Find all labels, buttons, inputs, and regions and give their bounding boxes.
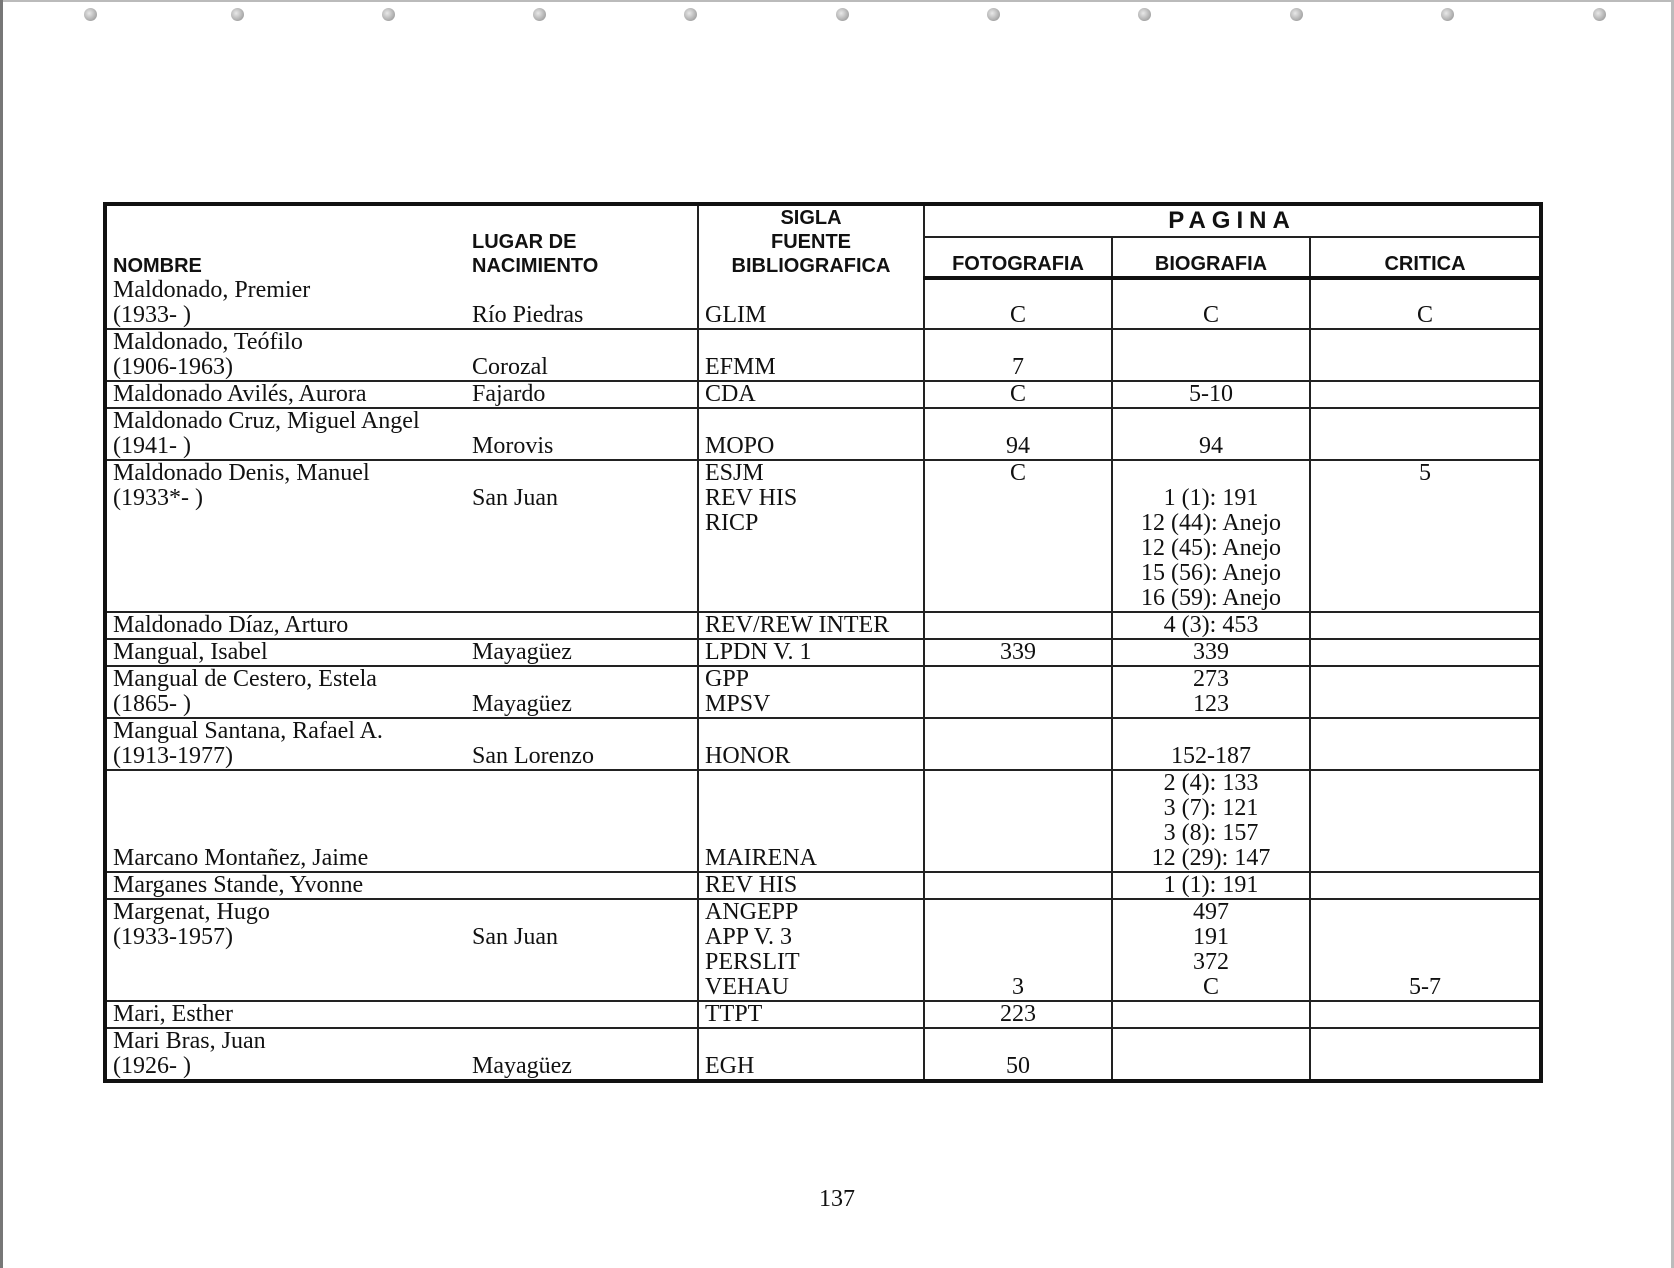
cell-sigla-line: TTPT [705, 1001, 763, 1027]
binder-hole-icon [1138, 8, 1151, 21]
cell-lugar [466, 1001, 698, 1028]
cell-biografia-line: 94 [1199, 433, 1223, 459]
binder-hole-icon [382, 8, 395, 21]
cell-nombre-line: Mangual, Isabel [113, 639, 268, 665]
cell-fotografia [924, 899, 1112, 1001]
column-header-fotografia: FOTOGRAFIA [924, 237, 1112, 278]
column-header-sigla: SIGLA FUENTE BIBLIOGRAFICA [698, 204, 924, 278]
cell-biografia-line: 339 [1193, 639, 1229, 665]
cell-nombre-line: Maldonado Cruz, Miguel Angel [113, 408, 420, 434]
table-row [105, 612, 1541, 639]
cell-nombre-line: Mari, Esther [113, 1001, 233, 1027]
cell-biografia [1112, 872, 1310, 899]
cell-biografia [1112, 1028, 1310, 1081]
cell-biografia [1112, 460, 1310, 612]
table-row [105, 1028, 1541, 1081]
cell-fotografia [924, 1001, 1112, 1028]
cell-critica [1310, 460, 1541, 612]
cell-nombre-line: Mangual de Cestero, Estela [113, 666, 377, 692]
cell-lugar [466, 639, 698, 666]
cell-biografia-line: 4 (3): 453 [1163, 612, 1259, 638]
cell-biografia [1112, 718, 1310, 770]
cell-critica [1310, 770, 1541, 872]
cell-lugar [466, 872, 698, 899]
cell-sigla [698, 666, 924, 718]
cell-biografia-line [1119, 461, 1303, 486]
cell-nombre [105, 381, 466, 408]
cell-biografia-line: 123 [1193, 691, 1229, 717]
cell-lugar-line: Fajardo [472, 381, 546, 407]
cell-sigla-line: HONOR [705, 743, 791, 769]
cell-fotografia [924, 278, 1112, 329]
cell-critica [1310, 639, 1541, 666]
cell-sigla [698, 408, 924, 460]
cell-nombre-line: Margenat, Hugo [113, 899, 270, 925]
cell-critica [1310, 666, 1541, 718]
catalog-table [103, 202, 1543, 1083]
cell-nombre-line: Maldonado Díaz, Arturo [113, 612, 349, 638]
cell-nombre [105, 612, 466, 639]
cell-nombre [105, 872, 466, 899]
cell-biografia-line: 5-10 [1189, 381, 1233, 407]
table-row [105, 770, 1541, 872]
cell-biografia-line: 12 (44): Anejo [1141, 510, 1281, 536]
cell-lugar [466, 1028, 698, 1081]
table-header [105, 204, 1541, 278]
cell-lugar [466, 408, 698, 460]
cell-sigla-line: EGH [705, 1053, 755, 1079]
binder-hole-icon [1290, 8, 1303, 21]
cell-sigla [698, 770, 924, 872]
cell-biografia [1112, 278, 1310, 329]
cell-lugar [466, 770, 698, 872]
binder-hole-icon [533, 8, 546, 21]
column-header-nombre: NOMBRE [105, 204, 466, 278]
cell-fotografia [924, 381, 1112, 408]
cell-fotografia-line: C [1009, 302, 1026, 328]
cell-nombre [105, 408, 466, 460]
cell-sigla-line: MPSV [705, 691, 771, 717]
binder-holes [0, 8, 1674, 28]
cell-biografia [1112, 329, 1310, 381]
cell-biografia [1112, 666, 1310, 718]
cell-nombre-line: Mangual Santana, Rafael A. [113, 718, 383, 744]
cell-biografia-line: 16 (59): Anejo [1141, 585, 1281, 611]
cell-nombre-line: (1933*- ) [113, 485, 203, 511]
cell-critica [1310, 1001, 1541, 1028]
cell-critica [1310, 329, 1541, 381]
cell-nombre-line: Maldonado Avilés, Aurora [113, 381, 367, 407]
table-row [105, 1001, 1541, 1028]
cell-nombre-line: Maldonado Denis, Manuel [113, 460, 370, 486]
cell-sigla-line: REV HIS [705, 872, 798, 898]
page-number: 137 [819, 1186, 855, 1212]
cell-nombre [105, 278, 466, 329]
cell-sigla-line: REV HIS [705, 485, 798, 511]
cell-lugar [466, 329, 698, 381]
cell-fotografia-line: 94 [1006, 433, 1030, 459]
table-row [105, 899, 1541, 1001]
cell-lugar-line: Río Piedras [472, 302, 584, 328]
cell-fotografia [924, 770, 1112, 872]
binder-hole-icon [84, 8, 97, 21]
cell-nombre-line: Maldonado, Premier [113, 277, 311, 303]
cell-fotografia [924, 1028, 1112, 1081]
cell-sigla [698, 329, 924, 381]
cell-sigla-line: REV/REW INTER [705, 612, 890, 638]
cell-sigla [698, 872, 924, 899]
cell-lugar-line: San Lorenzo [472, 743, 594, 769]
cell-biografia-line: 12 (45): Anejo [1141, 535, 1281, 561]
cell-nombre [105, 639, 466, 666]
cell-lugar-line: San Juan [472, 485, 558, 511]
cell-nombre [105, 718, 466, 770]
cell-lugar [466, 718, 698, 770]
cell-biografia [1112, 381, 1310, 408]
cell-biografia [1112, 1001, 1310, 1028]
column-header-biografia: BIOGRAFIA [1112, 237, 1310, 278]
cell-nombre [105, 329, 466, 381]
cell-fotografia [924, 718, 1112, 770]
cell-critica-line: C [1417, 302, 1434, 328]
cell-fotografia-line: 50 [1006, 1053, 1030, 1079]
table-row [105, 381, 1541, 408]
cell-lugar [466, 899, 698, 1001]
cell-biografia-line: 273 [1193, 666, 1229, 692]
cell-nombre-line: (1926- ) [113, 1053, 191, 1079]
cell-biografia [1112, 408, 1310, 460]
cell-fotografia [924, 612, 1112, 639]
cell-fotografia [924, 329, 1112, 381]
table-row [105, 408, 1541, 460]
cell-sigla [698, 1001, 924, 1028]
cell-biografia-line: 191 [1193, 924, 1229, 950]
cell-lugar-line: Mayagüez [472, 691, 572, 717]
cell-critica [1310, 1028, 1541, 1081]
column-header-pagina: PAGINA [924, 204, 1541, 237]
cell-sigla [698, 718, 924, 770]
table-row [105, 329, 1541, 381]
cell-nombre [105, 460, 466, 612]
cell-sigla-line: CDA [705, 381, 756, 407]
cell-nombre [105, 770, 466, 872]
cell-nombre [105, 1028, 466, 1081]
table-row [105, 639, 1541, 666]
cell-sigla-line: PERSLIT [705, 949, 800, 975]
page-left-edge [0, 0, 3, 1268]
cell-lugar-line: Morovis [472, 433, 554, 459]
cell-sigla [698, 278, 924, 329]
table-row [105, 460, 1541, 612]
cell-nombre-line: (1933-1957) [113, 924, 233, 950]
cell-critica [1310, 612, 1541, 639]
cell-lugar [466, 666, 698, 718]
cell-sigla-line: VEHAU [705, 974, 789, 1000]
cell-sigla-line: GLIM [705, 302, 767, 328]
cell-biografia-line: 1 (1): 191 [1163, 485, 1259, 511]
cell-lugar-line: Corozal [472, 354, 548, 380]
catalog-table-container [103, 202, 1539, 1083]
cell-biografia [1112, 612, 1310, 639]
cell-sigla [698, 899, 924, 1001]
cell-lugar [466, 460, 698, 612]
cell-critica [1310, 872, 1541, 899]
cell-biografia [1112, 770, 1310, 872]
cell-biografia-line: 152-187 [1171, 743, 1251, 769]
cell-critica [1310, 408, 1541, 460]
cell-biografia-line: 3 (8): 157 [1163, 820, 1259, 846]
cell-nombre-line: Mari Bras, Juan [113, 1028, 266, 1054]
cell-fotografia [924, 408, 1112, 460]
table-row [105, 718, 1541, 770]
binder-hole-icon [231, 8, 244, 21]
cell-sigla-line: RICP [705, 510, 759, 536]
cell-biografia-line: C [1202, 302, 1219, 328]
cell-lugar [466, 612, 698, 639]
cell-sigla [698, 381, 924, 408]
binder-hole-icon [987, 8, 1000, 21]
cell-biografia-line: C [1202, 974, 1219, 1000]
cell-nombre [105, 666, 466, 718]
cell-sigla-line: GPP [705, 666, 750, 692]
cell-sigla [698, 612, 924, 639]
cell-lugar-line: Mayagüez [472, 639, 572, 665]
cell-biografia [1112, 639, 1310, 666]
cell-sigla-line: LPDN V. 1 [705, 639, 812, 665]
cell-biografia-line: 15 (56): Anejo [1141, 560, 1281, 586]
cell-biografia-line: 12 (29): 147 [1151, 845, 1271, 871]
column-header-lugar: LUGAR DE NACIMIENTO [466, 204, 698, 278]
cell-fotografia [924, 639, 1112, 666]
cell-critica-line: 5 [1419, 460, 1431, 486]
cell-nombre-line: (1941- ) [113, 433, 191, 459]
cell-biografia-line: 1 (1): 191 [1163, 872, 1259, 898]
column-header-critica: CRITICA [1310, 237, 1541, 278]
cell-biografia [1112, 899, 1310, 1001]
cell-lugar [466, 381, 698, 408]
cell-sigla [698, 1028, 924, 1081]
cell-nombre-line: Marganes Stande, Yvonne [113, 872, 364, 898]
binder-hole-icon [836, 8, 849, 21]
cell-biografia-line: 372 [1193, 949, 1229, 975]
cell-nombre-line: (1933- ) [113, 302, 191, 328]
binder-hole-icon [1593, 8, 1606, 21]
cell-fotografia-line: 339 [1000, 639, 1036, 665]
cell-critica [1310, 718, 1541, 770]
cell-critica [1310, 899, 1541, 1001]
cell-nombre-line: Marcano Montañez, Jaime [113, 845, 369, 871]
cell-sigla-line: MAIRENA [705, 845, 817, 871]
cell-sigla-line: ANGEPP [705, 899, 799, 925]
cell-biografia-line: 497 [1193, 899, 1229, 925]
cell-critica-line: 5-7 [1409, 974, 1441, 1000]
cell-sigla-line: APP V. 3 [705, 924, 792, 950]
cell-sigla-line: EFMM [705, 354, 776, 380]
cell-fotografia-line: C [1009, 381, 1026, 407]
cell-critica [1310, 278, 1541, 329]
cell-nombre-line: (1865- ) [113, 691, 191, 717]
cell-lugar-line: San Juan [472, 924, 558, 950]
binder-hole-icon [1441, 8, 1454, 21]
cell-nombre-line: (1906-1963) [113, 354, 233, 380]
table-row [105, 278, 1541, 329]
cell-fotografia [924, 460, 1112, 612]
table-body [105, 278, 1541, 1081]
cell-nombre-line: (1913-1977) [113, 743, 233, 769]
page-top-edge [0, 0, 1674, 2]
table-row [105, 872, 1541, 899]
cell-fotografia [924, 666, 1112, 718]
cell-nombre [105, 899, 466, 1001]
cell-nombre-line: Maldonado, Teófilo [113, 329, 303, 355]
cell-sigla-line: ESJM [705, 460, 764, 486]
cell-fotografia-line: C [1009, 460, 1026, 486]
cell-fotografia-line: 3 [1012, 974, 1024, 1000]
cell-lugar [466, 278, 698, 329]
cell-fotografia [924, 872, 1112, 899]
table-row [105, 666, 1541, 718]
cell-fotografia-line: 7 [1012, 354, 1024, 380]
binder-hole-icon [684, 8, 697, 21]
cell-lugar-line: Mayagüez [472, 1053, 572, 1079]
cell-sigla-line: MOPO [705, 433, 775, 459]
cell-sigla [698, 639, 924, 666]
cell-biografia-line: 3 (7): 121 [1163, 795, 1259, 821]
cell-nombre [105, 1001, 466, 1028]
cell-sigla [698, 460, 924, 612]
cell-critica [1310, 381, 1541, 408]
cell-biografia-line: 2 (4): 133 [1163, 770, 1259, 796]
cell-fotografia-line: 223 [1000, 1001, 1036, 1027]
